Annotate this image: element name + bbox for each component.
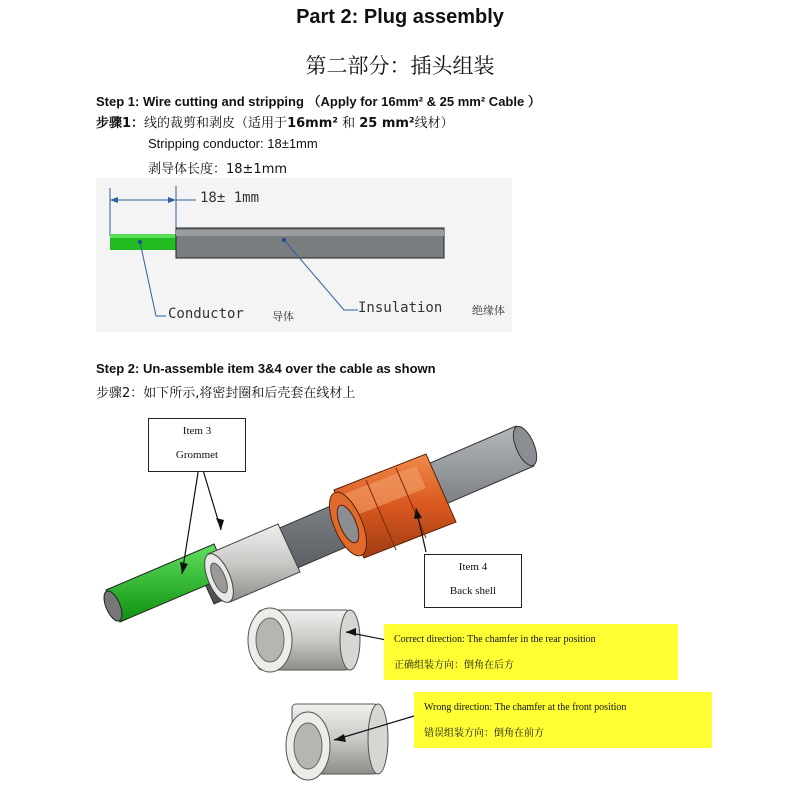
step2-heading: Step 2: Un-assemble item 3&4 over the cable as shown <box>96 361 436 376</box>
item3-callout <box>148 418 246 472</box>
correct-direction-note <box>384 624 678 680</box>
insulation-label-zh: 绝缘体 <box>472 304 505 317</box>
item3-number: Item 3 <box>182 425 212 437</box>
wrong-direction-zh: 错误组装方向：倒角在前方 <box>424 728 544 739</box>
wrong-direction-note <box>414 692 712 748</box>
step2-heading-zh: 步骤2：如下所示,将密封圈和后壳套在线材上 <box>96 386 356 401</box>
dimension-label: 18± 1mm <box>200 190 260 206</box>
step1-prefix: 步骤1： <box>96 116 145 131</box>
stripping-length-zh: 剥导体长度：18±1mm <box>148 162 288 177</box>
page-title-zh: 第二部分：插头组装 <box>305 54 495 78</box>
wrong-direction-en: Wrong direction: The chamfer at the front position <box>424 702 627 713</box>
step1-zh-e: 线材） <box>414 116 454 131</box>
item3-name: Grommet <box>175 449 219 461</box>
stripping-length-en: Stripping conductor: 18±1mm <box>148 136 318 151</box>
item4-callout <box>424 554 522 608</box>
assembly-diagram <box>96 404 736 796</box>
wire-strip-diagram <box>96 178 512 332</box>
insulation-label: Insulation <box>358 300 443 316</box>
step1-zh-a: 线的裁剪和剥皮（适用于 <box>144 116 288 131</box>
item4-number: Item 4 <box>458 561 488 573</box>
grommet-wrong-orientation <box>286 704 388 780</box>
correct-direction-zh: 正确组装方向：倒角在后方 <box>394 660 514 671</box>
conductor-label: Conductor <box>168 306 244 322</box>
step1-zh-b: 16mm² <box>287 116 338 131</box>
step1-heading-zh <box>96 112 454 131</box>
grommet-correct-orientation <box>248 608 360 672</box>
wire-strip-drawing <box>96 178 512 332</box>
conductor-label-zh: 导体 <box>272 310 294 323</box>
step1-zh-c: 和 <box>337 116 360 131</box>
page-title: Part 2: Plug assembly <box>296 6 504 28</box>
step1-heading: Step 1: Wire cutting and stripping （Apply for 16mm² & 25 mm² Cable ） <box>96 94 541 109</box>
correct-direction-en: Correct direction: The chamfer in the rear position <box>394 634 596 645</box>
item4-name: Back shell <box>449 585 497 597</box>
step1-zh-d: 25 mm² <box>359 116 415 131</box>
